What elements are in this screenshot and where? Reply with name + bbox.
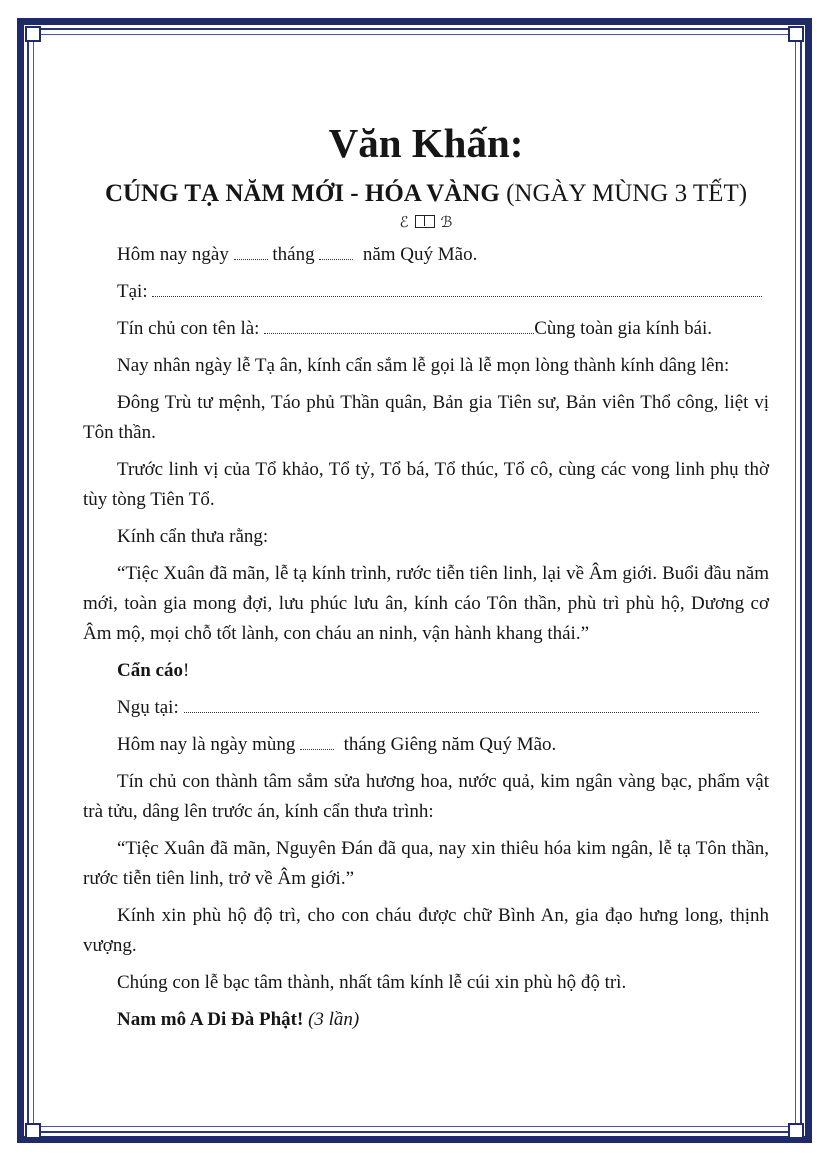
page-subtitle <box>83 177 769 211</box>
closing-line <box>83 656 769 686</box>
paragraph-ancestors: Trước linh vị của Tổ khảo, Tổ tỷ, Tổ bá, Tổ thúc, Tổ cô, cùng các vong linh phụ thờ tùy tòng Tiên Tổ. <box>83 459 769 510</box>
flourish-right-icon: ℬ <box>440 215 453 231</box>
owner-suffix: Cùng toàn gia kính bái. <box>534 318 713 339</box>
paragraph-preparation: Tín chủ con thành tâm sắm sửa hương hoa, nước quả, kim ngân vàng bạc, phẩm vật trà tửu, dâng lên trước án, kính cẩn thưa trình: <box>83 771 769 822</box>
day-label: Hôm nay là ngày mùng <box>117 734 296 755</box>
residence-label: Ngụ tại: <box>117 697 179 718</box>
month-blank <box>319 245 353 260</box>
subtitle-bold: CÚNG TẠ NĂM MỚI - HÓA VÀNG <box>104 180 500 207</box>
paragraph-prayer-1: “Tiệc Xuân đã mãn, lễ tạ kính trình, rước tiễn tiên linh, lại về Âm giới. Buổi đầu năm mới, toàn gia mong đợi, lưu phúc lưu ân, kính cáo Tôn thần, phù trì phù hộ, Dương cơ Âm mộ, mọi chỗ tốt lành, con cháu an ninh, vận hành khang thái.” <box>83 563 769 644</box>
corner-ornament-top-right <box>788 26 804 42</box>
day-line <box>83 730 769 760</box>
subtitle-normal: (NGÀY MÙNG 3 TẾT) <box>499 180 748 207</box>
paragraph-blessing: Kính xin phù hộ độ trì, cho con cháu được chữ Bình An, gia đạo hưng long, thịnh vượng. <box>83 905 769 956</box>
ornament <box>83 214 769 232</box>
corner-ornament-top-left <box>25 26 41 42</box>
owner-line <box>83 314 769 344</box>
day-number-blank <box>300 735 334 750</box>
paragraph-address: Kính cẩn thưa rằng: <box>117 526 269 547</box>
residence-blank <box>184 698 759 713</box>
corner-ornament-bottom-right <box>788 1123 804 1139</box>
closing-mark: ! <box>182 660 190 681</box>
residence-line <box>83 693 769 723</box>
day-blank <box>234 245 268 260</box>
paragraph-devotion: Chúng con lễ bạc tâm thành, nhất tâm kính lễ cúi xin phù hộ độ trì. <box>117 972 627 993</box>
book-icon <box>415 215 435 228</box>
owner-blank <box>264 319 534 334</box>
location-line <box>83 277 769 307</box>
date-line <box>83 240 769 270</box>
location-blank <box>152 282 762 297</box>
date-label: Hôm nay ngày <box>117 244 229 265</box>
paragraph-prayer-2: “Tiệc Xuân đã mãn, Nguyên Đán đã qua, nay xin thiêu hóa kim ngân, lễ tạ Tôn thần, rước tiễn tiên linh, trở về Âm giới.” <box>83 838 769 889</box>
closing-bold: Cẩn cáo <box>117 660 183 681</box>
owner-label: Tín chủ con tên là: <box>117 318 260 339</box>
day-suffix: tháng Giêng năm Quý Mão. <box>343 734 557 755</box>
year-label: năm Quý Mão. <box>362 244 478 265</box>
invocation-times: (3 lần) <box>308 1009 360 1030</box>
invocation-bold: Nam mô A Di Đà Phật! <box>117 1009 304 1030</box>
document-body <box>83 117 769 1035</box>
flourish-left-icon: ℰ <box>399 215 409 231</box>
location-label: Tại: <box>117 281 148 302</box>
paragraph-offering: Nay nhân ngày lễ Tạ ân, kính cẩn sắm lễ gọi là lễ mọn lòng thành kính dâng lên: <box>117 355 730 376</box>
paragraph-deities: Đông Trù tư mệnh, Táo phủ Thần quân, Bản gia Tiên sư, Bản viên Thổ công, liệt vị Tôn thần. <box>83 392 769 443</box>
month-label: tháng <box>272 244 315 265</box>
final-invocation <box>83 1005 769 1035</box>
corner-ornament-bottom-left <box>25 1123 41 1139</box>
page-title: Văn Khấn: <box>328 120 524 166</box>
